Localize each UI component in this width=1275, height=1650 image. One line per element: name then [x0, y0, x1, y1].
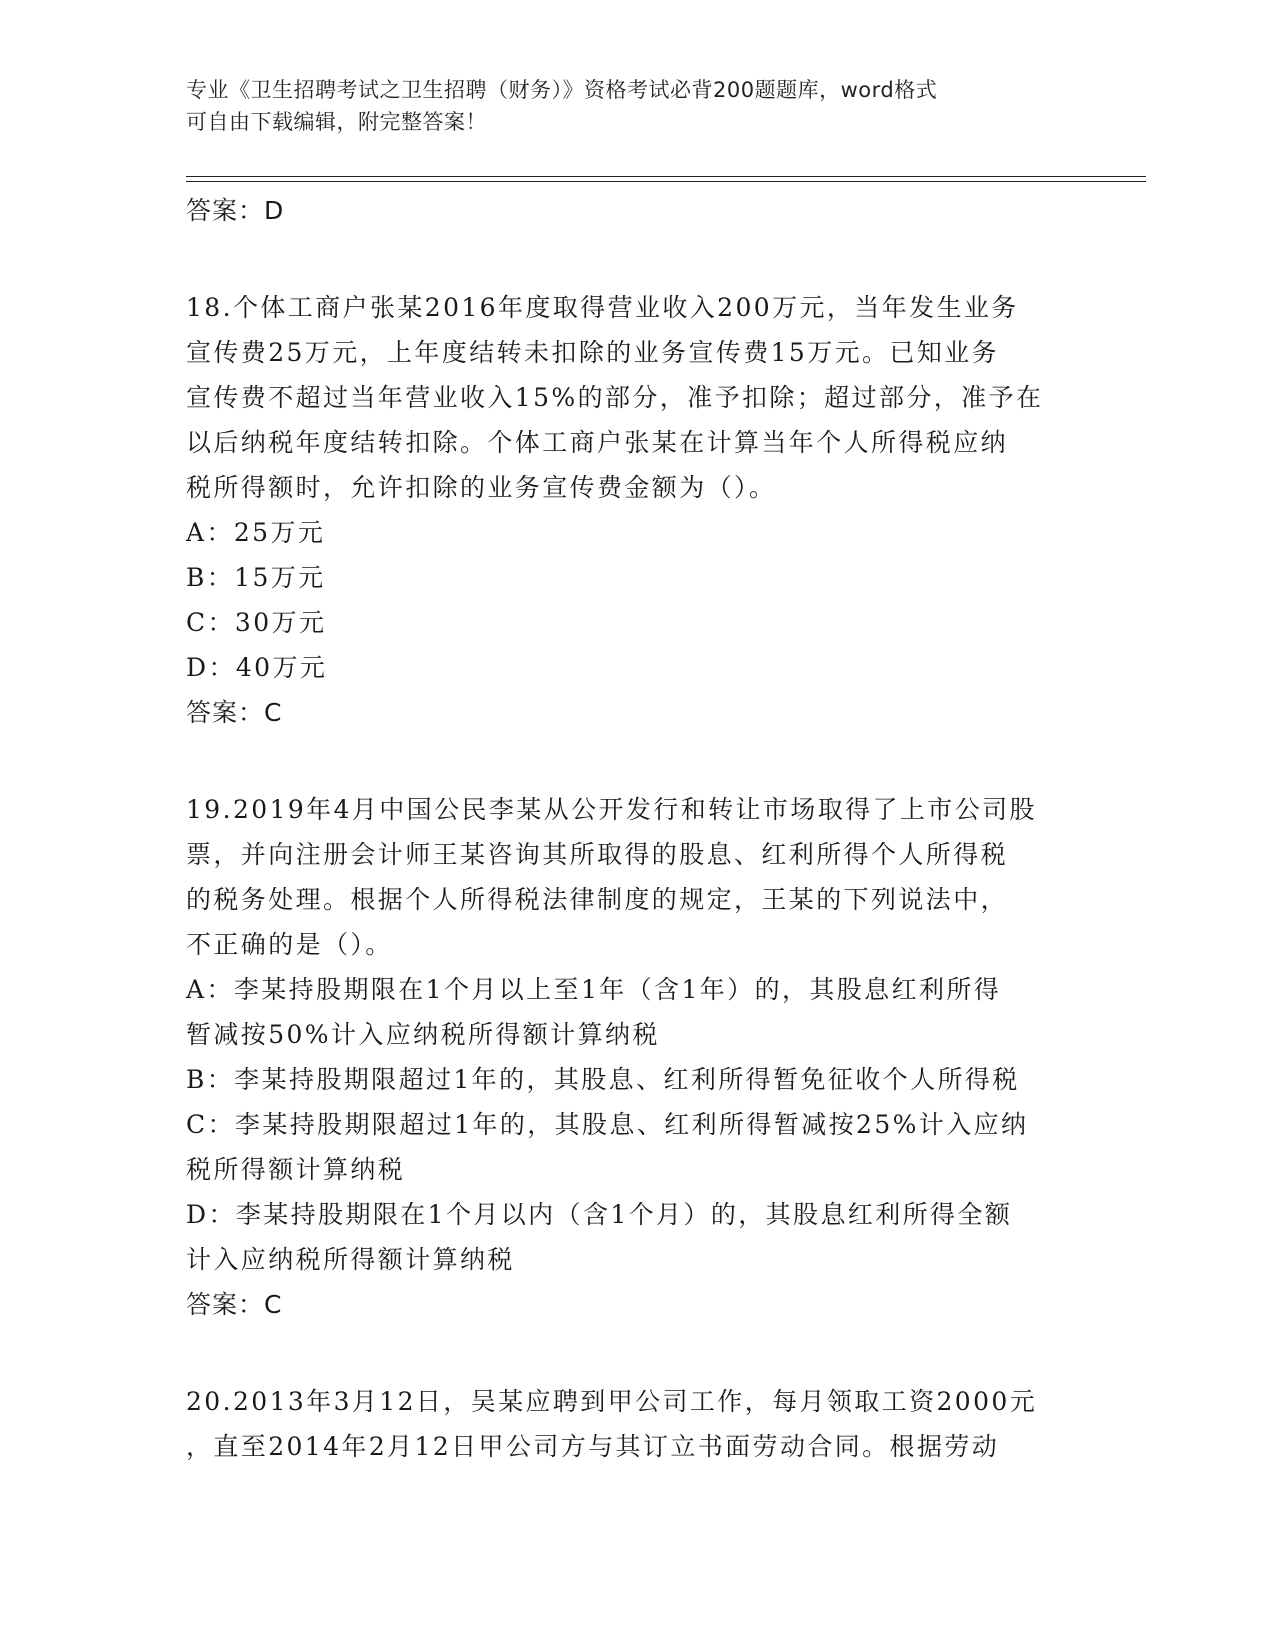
- header-line: 专业《卫生招聘考试之卫生招聘（财务）》资格考试必背200题题库，word格式: [186, 78, 938, 102]
- question-stem-line: 的税务处理。根据个人所得税法律制度的规定，王某的下列说法中，: [186, 885, 1009, 914]
- header-divider-bottom: [186, 181, 1146, 182]
- answer-label: 答案：D: [186, 196, 285, 225]
- option-a-continued: 暂减按50%计入应纳税所得额计算纳税: [186, 1020, 660, 1049]
- question-19: [186, 787, 1086, 1327]
- question-stem-line: 18.个体工商户张某2016年度取得营业收入200万元，当年发生业务: [186, 293, 1019, 322]
- question-18: [186, 285, 1086, 735]
- question-stem-line: 19.2019年4月中国公民李某从公开发行和转让市场取得了上市公司股: [186, 795, 1037, 824]
- option-d: D：李某持股期限在1个月以内（含1个月）的，其股息红利所得全额: [186, 1200, 1013, 1229]
- question-stem-line: 税所得额时，允许扣除的业务宣传费金额为（）。: [186, 473, 777, 502]
- answer-label: 答案：C: [186, 1290, 283, 1319]
- option-d: D：40万元: [186, 653, 328, 682]
- header-divider-top: [186, 176, 1146, 177]
- answer-label: 答案：C: [186, 698, 283, 727]
- question-20: [186, 1379, 1086, 1469]
- question-list: [186, 188, 1086, 1469]
- option-c-continued: 税所得额计算纳税: [186, 1155, 406, 1184]
- question-stem-line: 票，并向注册会计师王某咨询其所取得的股息、红利所得个人所得税: [186, 840, 1009, 869]
- question-stem-line: 20.2013年3月12日，吴某应聘到甲公司工作，每月领取工资2000元: [186, 1387, 1038, 1416]
- option-a: A：25万元: [186, 518, 326, 547]
- document-header: [186, 74, 1066, 138]
- header-line: 可自由下载编辑，附完整答案！: [186, 110, 487, 134]
- spacer: [186, 233, 1086, 285]
- option-c: C：李某持股期限超过1年的，其股息、红利所得暂减按25%计入应纳: [186, 1110, 1029, 1139]
- question-stem-line: ，直至2014年2月12日甲公司方与其订立书面劳动合同。根据劳动: [186, 1432, 1000, 1461]
- option-c: C：30万元: [186, 608, 327, 637]
- option-d-continued: 计入应纳税所得额计算纳税: [186, 1245, 515, 1274]
- question-stem-line: 宣传费25万元，上年度结转未扣除的业务宣传费15万元。已知业务: [186, 338, 1000, 367]
- question-stem-line: 以后纳税年度结转扣除。个体工商户张某在计算当年个人所得税应纳: [186, 428, 1009, 457]
- option-b: B：李某持股期限超过1年的，其股息、红利所得暂免征收个人所得税: [186, 1065, 1020, 1094]
- option-b: B：15万元: [186, 563, 326, 592]
- spacer: [186, 1327, 1086, 1379]
- spacer: [186, 735, 1086, 787]
- option-a: A：李某持股期限在1个月以上至1年（含1年）的，其股息红利所得: [186, 975, 1002, 1004]
- question-stem-line: 宣传费不超过当年营业收入15%的部分，准予扣除；超过部分，准予在: [186, 383, 1044, 412]
- question-stem-line: 不正确的是（）。: [186, 930, 393, 959]
